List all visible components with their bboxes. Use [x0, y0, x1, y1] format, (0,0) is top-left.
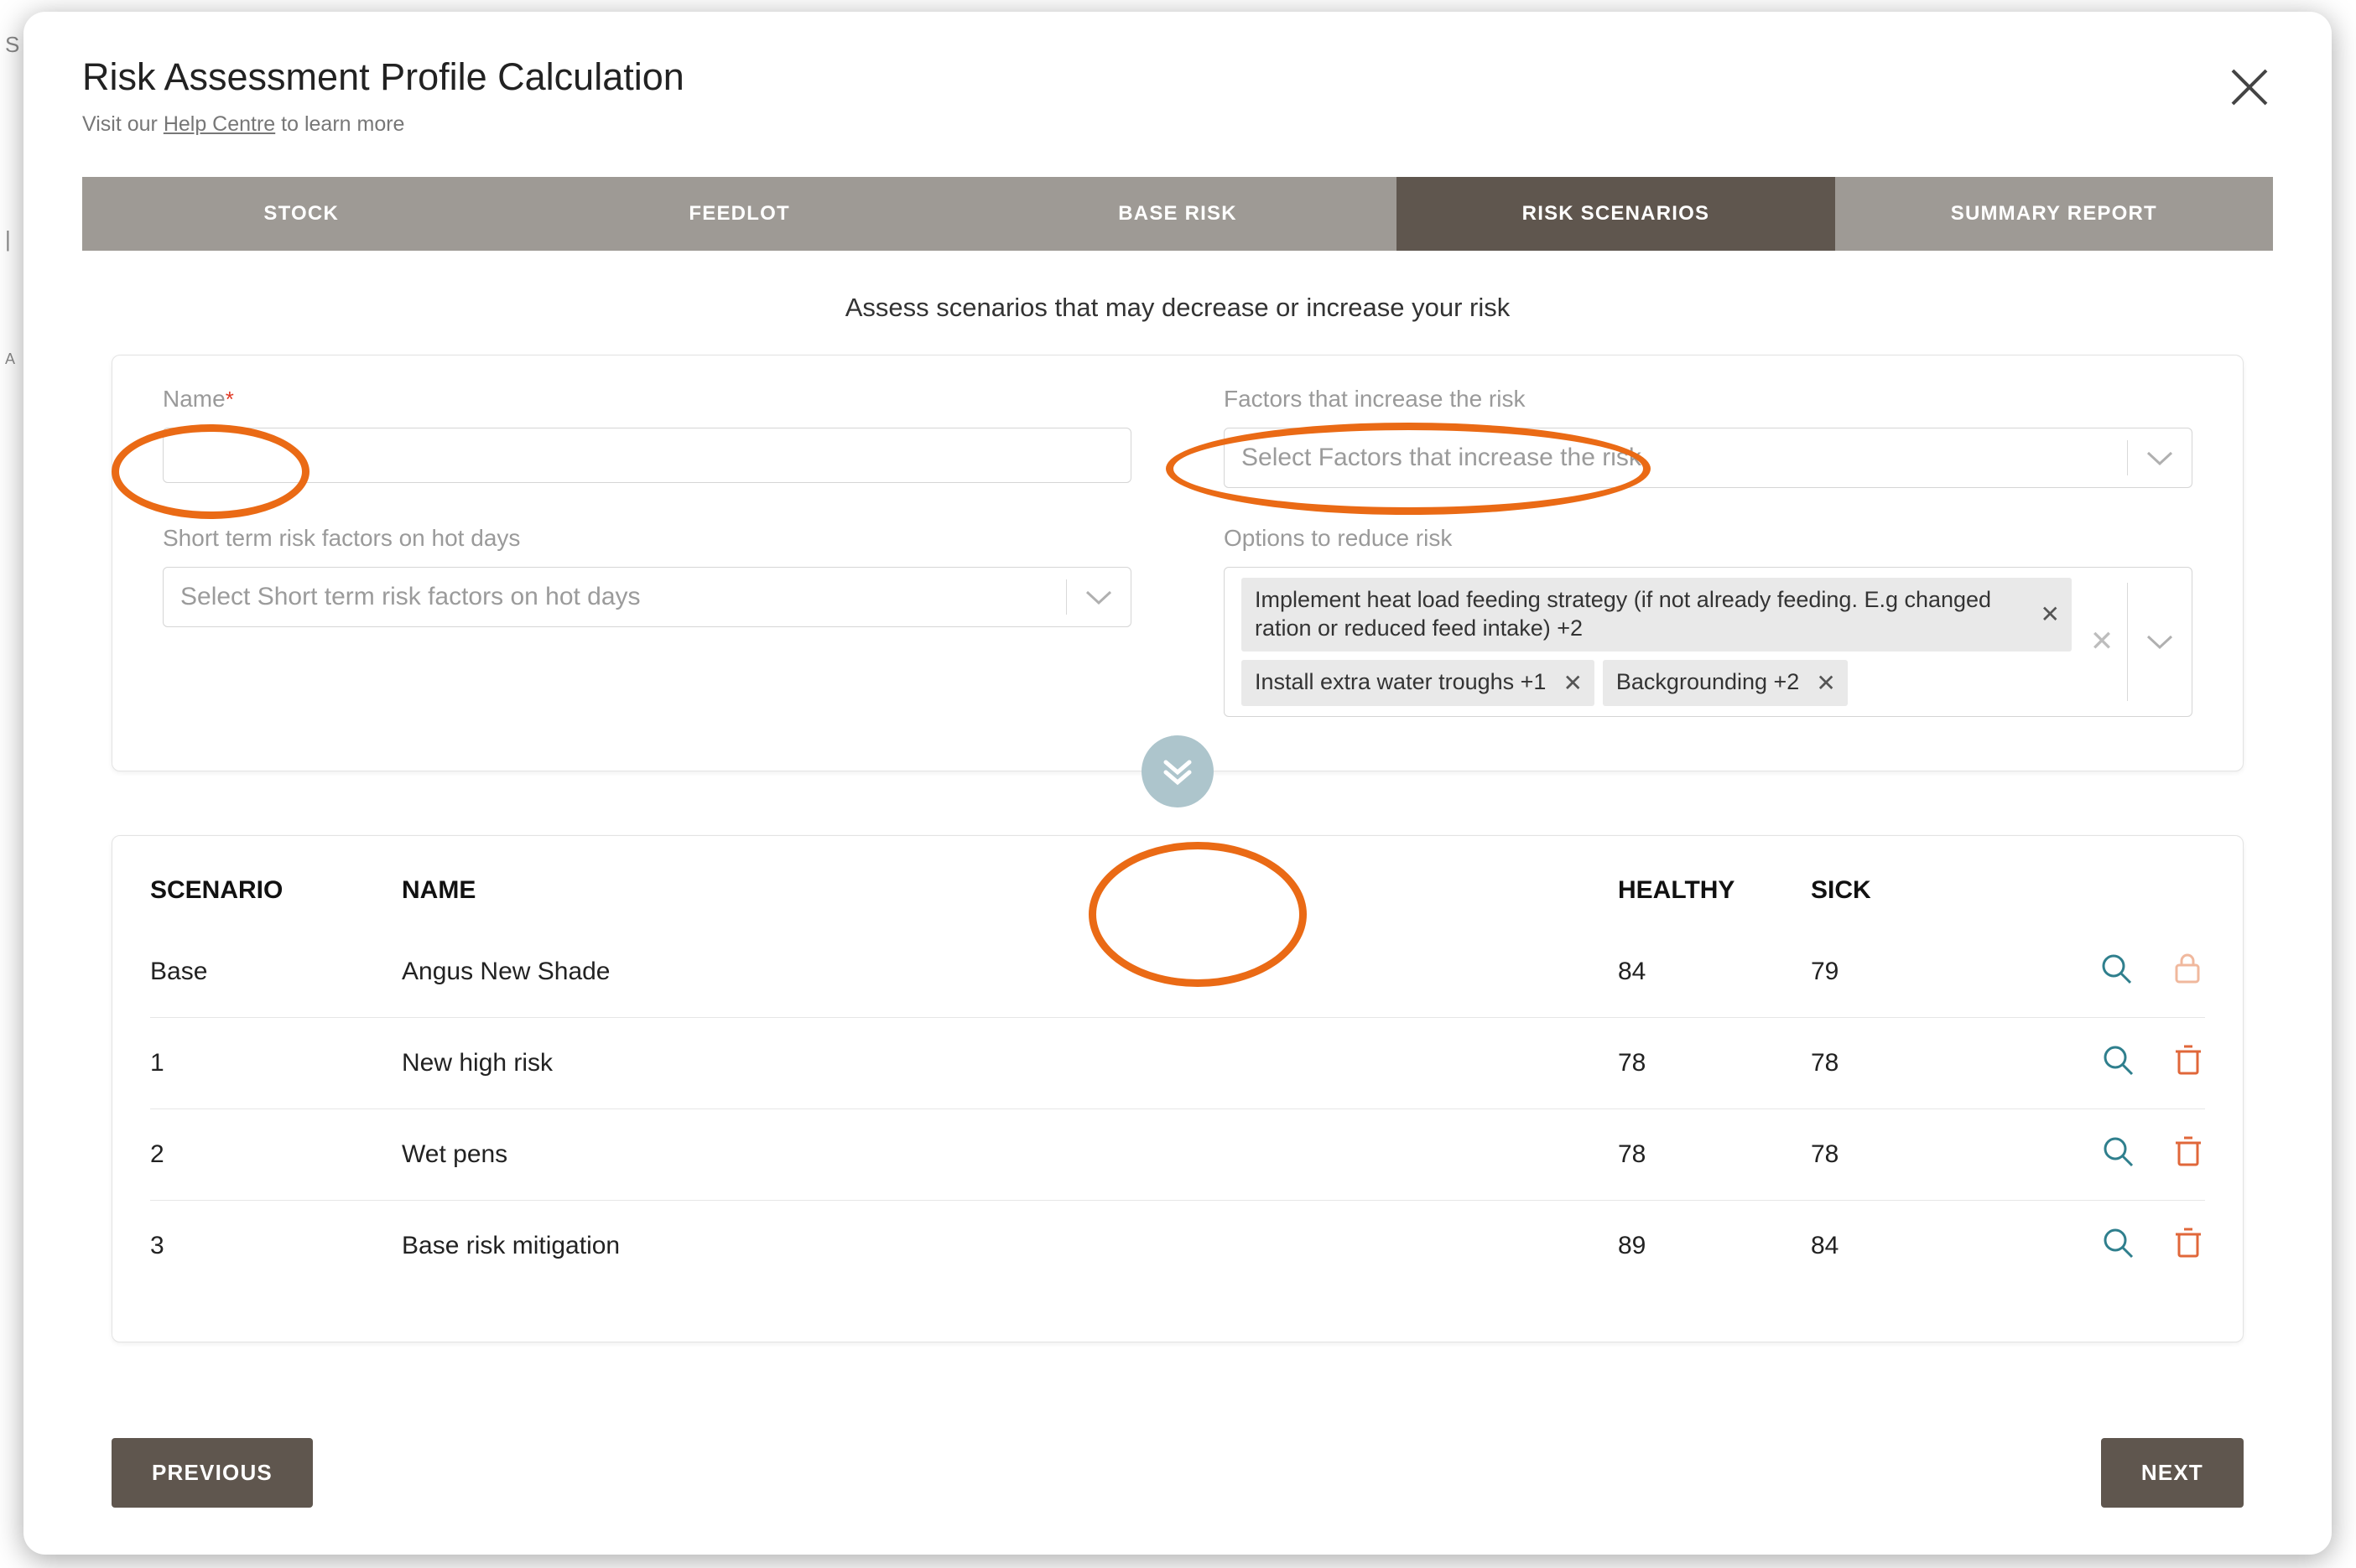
header-sick: SICK: [1811, 875, 1871, 904]
table-header-row: [150, 870, 2205, 927]
expand-form-button[interactable]: [1142, 735, 1214, 807]
table-row[interactable]: [150, 1200, 2205, 1291]
tab-risk-scenarios[interactable]: RISK SCENARIOS: [1396, 177, 1834, 251]
name-field-group: [163, 386, 1178, 488]
options-reduce-group: [1178, 525, 2192, 717]
wizard-tabs: [82, 177, 2273, 251]
behind-fragment-2: |: [5, 226, 11, 252]
cell-sick: 78: [1811, 1109, 2004, 1200]
tab-stock[interactable]: STOCK: [263, 202, 339, 225]
factors-increase-group: [1178, 386, 2192, 488]
magnifier-icon[interactable]: [2099, 1041, 2136, 1085]
cell-scenario: 1: [150, 1017, 402, 1109]
tab-base-risk[interactable]: BASE RISK: [1118, 202, 1237, 225]
clear-all-icon[interactable]: ✕: [2089, 626, 2114, 658]
name-label-text: Name: [163, 386, 226, 412]
trash-icon[interactable]: [2171, 1224, 2205, 1268]
chevron-down-icon[interactable]: [1067, 588, 1131, 606]
double-chevron-down-icon: [1158, 755, 1197, 788]
cell-actions: [2004, 1017, 2205, 1109]
header-actions: [2004, 870, 2205, 927]
tab-summary-report[interactable]: SUMMARY REPORT: [1950, 202, 2157, 225]
close-icon[interactable]: ✕: [1816, 669, 1836, 696]
cell-name: New high risk: [402, 1017, 1618, 1109]
cell-actions: [2004, 927, 2205, 1018]
factors-increase-select[interactable]: [1224, 428, 2192, 488]
selected-chips: [1241, 578, 2077, 706]
header-healthy: HEALTHY: [1618, 875, 1735, 904]
options-reduce-select[interactable]: [1224, 567, 2192, 717]
cell-healthy: 78: [1618, 1017, 1811, 1109]
magnifier-icon[interactable]: [2099, 1224, 2136, 1268]
short-term-group: [163, 525, 1178, 717]
table-row[interactable]: [150, 1109, 2205, 1200]
close-icon[interactable]: [2226, 64, 2273, 111]
cell-scenario: Base: [150, 957, 208, 985]
required-marker: *: [225, 387, 234, 412]
close-icon[interactable]: ✕: [1563, 669, 1583, 696]
table-row[interactable]: [150, 927, 2205, 1018]
help-suffix: to learn more: [275, 112, 405, 136]
chip-label: Backgrounding +2: [1615, 669, 1800, 695]
table-row[interactable]: [150, 1017, 2205, 1109]
header-name: NAME: [402, 875, 476, 904]
magnifier-icon[interactable]: [2099, 1133, 2136, 1176]
help-prefix: Visit our: [82, 112, 164, 136]
behind-fragment-1: S: [5, 32, 20, 57]
chip-item[interactable]: [1241, 578, 2072, 652]
short-term-label: Short term risk factors on hot days: [163, 525, 521, 551]
chip-label: Install extra water troughs +1: [1255, 669, 1547, 695]
cell-healthy: 89: [1618, 1200, 1811, 1291]
cell-name: Wet pens: [402, 1109, 1618, 1200]
cell-sick: 79: [1811, 957, 1839, 985]
options-reduce-label: Options to reduce risk: [1224, 525, 1453, 551]
instruction-text: Assess scenarios that may decrease or increase your risk: [845, 293, 1511, 322]
scenarios-table: [150, 870, 2205, 1291]
header-scenario: SCENARIO: [150, 875, 283, 904]
tab-feedlot[interactable]: FEEDLOT: [689, 202, 790, 225]
cell-sick: 84: [1811, 1200, 2004, 1291]
cell-sick: 78: [1811, 1017, 2004, 1109]
chevron-down-icon[interactable]: [2128, 449, 2192, 467]
risk-assessment-modal: [23, 12, 2332, 1555]
short-term-select[interactable]: [163, 567, 1131, 627]
help-centre-line: [82, 112, 2273, 137]
factors-increase-label: Factors that increase the risk: [1224, 386, 1526, 412]
scenarios-table-card: [112, 835, 2244, 1342]
cell-scenario: 3: [150, 1200, 402, 1291]
cell-scenario: 2: [150, 1109, 402, 1200]
cell-healthy: 84: [1618, 957, 1646, 985]
cell-name: Angus New Shade: [402, 957, 611, 985]
cell-actions: [2004, 1200, 2205, 1291]
cell-actions: [2004, 1109, 2205, 1200]
lock-icon[interactable]: [2170, 950, 2205, 994]
chip-item[interactable]: [1241, 660, 1594, 706]
modal-footer: [23, 1438, 2332, 1508]
behind-fragment-3: A: [5, 350, 16, 367]
chevron-down-icon[interactable]: [2128, 632, 2192, 651]
modal-header: [23, 12, 2332, 137]
help-centre-link[interactable]: Help Centre: [163, 112, 276, 136]
factors-increase-placeholder: Select Factors that increase the risk: [1241, 444, 1641, 471]
next-button[interactable]: NEXT: [2101, 1438, 2244, 1508]
trash-icon[interactable]: [2171, 1133, 2205, 1176]
short-term-placeholder: Select Short term risk factors on hot days: [180, 583, 641, 610]
chip-item[interactable]: [1603, 660, 1848, 706]
cell-name: Base risk mitigation: [402, 1200, 1618, 1291]
previous-button[interactable]: PREVIOUS: [112, 1438, 313, 1508]
trash-icon[interactable]: [2171, 1041, 2205, 1085]
magnifier-icon[interactable]: [2098, 950, 2135, 994]
cell-healthy: 78: [1618, 1109, 1811, 1200]
name-input[interactable]: [163, 428, 1131, 483]
chip-label: Implement heat load feeding strategy (if not already feeding. E.g changed ration or reduced feed intake) +2: [1255, 587, 1992, 641]
page-title: Risk Assessment Profile Calculation: [82, 55, 684, 98]
scenario-form-card: [112, 355, 2244, 771]
close-icon[interactable]: ✕: [2040, 601, 2060, 628]
name-label: [163, 386, 1131, 413]
